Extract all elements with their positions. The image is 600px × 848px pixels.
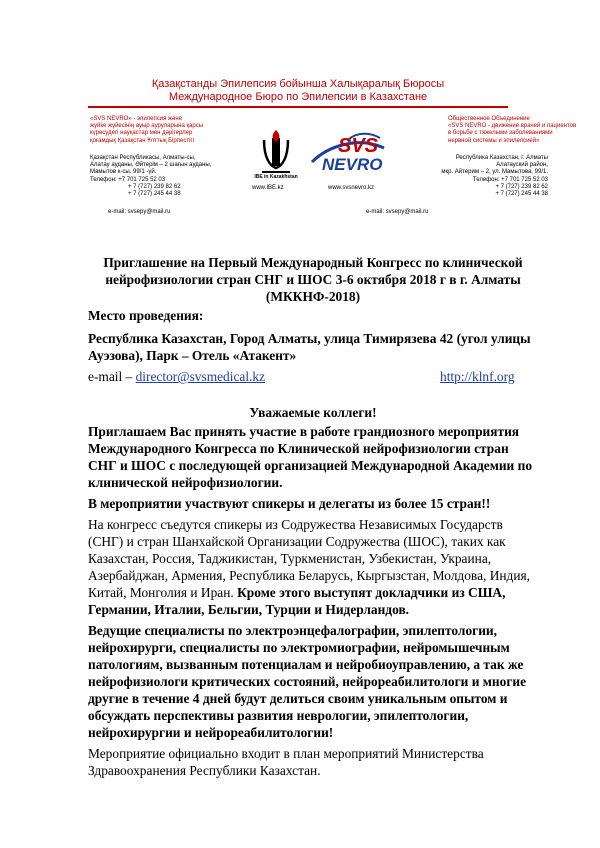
- website-ibe[interactable]: www.IBE.kz: [252, 185, 284, 191]
- address-kz-line: Телефон: +7 701 725 52 03: [90, 176, 166, 183]
- org-name-ru-line: в борьбе с тяжелыми заболеваниями: [448, 130, 553, 137]
- paragraph-countries-count: В мероприятии участвуют спикеры и делегаты из более 15 стран!!: [88, 496, 491, 511]
- ibe-label: IBE in Kazakhstan: [254, 174, 298, 180]
- address-kz-line: + 7 (727) 239 82 62: [128, 183, 181, 190]
- email-prefix: e-mail –: [88, 369, 133, 384]
- invitation-title: Приглашение на Первый Международный Конгресс по клинической нейрофизиологии стран СНГ и ШОС 3-6 октября 2018 г в г. Алматы (МККНФ-2018): [103, 255, 523, 304]
- address-ru-line: Алатауский район,: [496, 162, 548, 169]
- address-kz-line: + 7 (727) 245 44 38: [128, 191, 181, 198]
- svs-logo-bottom: NEVRO: [322, 155, 383, 174]
- address-kz: [90, 155, 250, 198]
- org-name-kz-line: жүйке жүйесінің ауыр ауруларына қарсы: [90, 123, 204, 130]
- email-contact: [88, 368, 265, 385]
- org-name-ru-line: «SVS NEVRO - движение врачей и пациентов: [448, 123, 577, 130]
- paragraph-speakers: [88, 516, 538, 618]
- contact-line: [88, 368, 538, 386]
- paragraph-official: Мероприятие официально входит в план мероприятий Министерства Здравоохранения Республики Казахстан.: [88, 746, 484, 778]
- website-link[interactable]: http://klnf.org: [440, 369, 515, 384]
- venue-address: Республика Казахстан, Город Алматы, улица Тимирязева 42 (угол улицы Ауэзова), Парк – Отель «Атакент»: [88, 331, 531, 363]
- address-kz-line: Мамытов к-сы, 99/1 -үй.: [90, 169, 157, 176]
- org-name-ru: [448, 116, 577, 145]
- venue-label: Место проведения:: [88, 308, 204, 323]
- paragraph-invitation: Приглашаем Вас принять участие в работе грандиозного мероприятия Международного Конгресса по Клинической нейрофизиологии стран СНГ и ШОС с последующей организацией Международной Академии по клинической нейрофизиологии.: [88, 424, 533, 490]
- address-ru-line: + 7 (727) 239 82 62: [495, 183, 548, 190]
- greeting: Уважаемые коллеги!: [249, 405, 377, 420]
- website-svsnevro[interactable]: www.svsnevro.kz: [328, 185, 375, 191]
- address-ru-line: + 7 (727) 245 44 38: [495, 191, 548, 198]
- address-ru: [418, 155, 548, 198]
- address-ru-line: Телефон: +7 701 725 52 03: [472, 176, 548, 183]
- paragraph-specialists: Ведущие специалисты по электроэнцефалографии, эпилептологии, нейрохирурги, специалисты по электромиографии, нейромышечным патологиям, вызванным потенциалам и нейробиоуправлению, а так же нейрофизиологи критических состояний, нейрореабилитологи и многие другие в течение 4 дней будут делиться своим уникальным опытом и обсуждать перспективы развития неврологии, эпилептологии, нейрохирургии и нейрореабилитологии!: [88, 623, 527, 740]
- letterhead-title-ru: Международное Бюро по Эпилепсии в Казахстане: [168, 91, 428, 103]
- address-kz-line: Алатау ауданы, Әйтерім – 2 шағын ауданы,: [90, 162, 212, 169]
- letterhead-divider: [88, 106, 508, 108]
- speakers-bold-text: Кроме этого выступят докладчики из США, Германии, Италии, Бельгии, Турции и Нидерландов.: [88, 585, 506, 617]
- svs-nevro-logo: [308, 126, 388, 174]
- org-name-kz-line: қоғамдық Қазақстан Ұлттық Бірлестігі: [90, 137, 194, 144]
- org-name-ru-line: нервной системы и эпилепсией»: [448, 137, 540, 144]
- speakers-text: На конгресс съедутся спикеры из Содружества Независимых Государств (СНГ) и стран Шанхайской Организации Содружества (ШОС), таких как Казахстан, Россия, Таджикистан, Туркменистан, Узбекистан, Украина, Азербайджан, Армения, Республика Беларусь, Кыргызстан, Молдова, Индия, Китай, Монголия и Иран.: [88, 517, 531, 600]
- address-ru-line: мкр. Айтерим – 2, ул. Мамытова, 99/1.: [441, 169, 548, 176]
- email-link[interactable]: director@svsmedical.kz: [135, 369, 266, 384]
- svs-logo-top: SVS: [338, 135, 379, 157]
- org-name-kz: [90, 116, 240, 145]
- address-ru-line: Республика Казахстан, г. Алматы: [455, 155, 548, 161]
- org-name-kz-line: күресудегі науқастар мен дәрігерлер: [90, 130, 193, 137]
- org-name-ru-line: Общественное Объединение: [448, 116, 530, 122]
- org-name-kz-line: «SVS NEVRO» - эпилепсия және: [90, 116, 183, 122]
- letterhead-title-kz: Қазақстанды Эпилепсия бойынша Халықаралық Бюросы: [151, 78, 445, 90]
- email-left[interactable]: e-mail: svsepy@mail.ru: [108, 209, 171, 215]
- document-body: [88, 254, 538, 779]
- ibe-logo: [258, 128, 294, 174]
- address-kz-line: Қазақстан Республикасы, Алматы-сы,: [90, 155, 196, 161]
- email-right[interactable]: e-mail: svsepy@mail.ru: [366, 209, 429, 215]
